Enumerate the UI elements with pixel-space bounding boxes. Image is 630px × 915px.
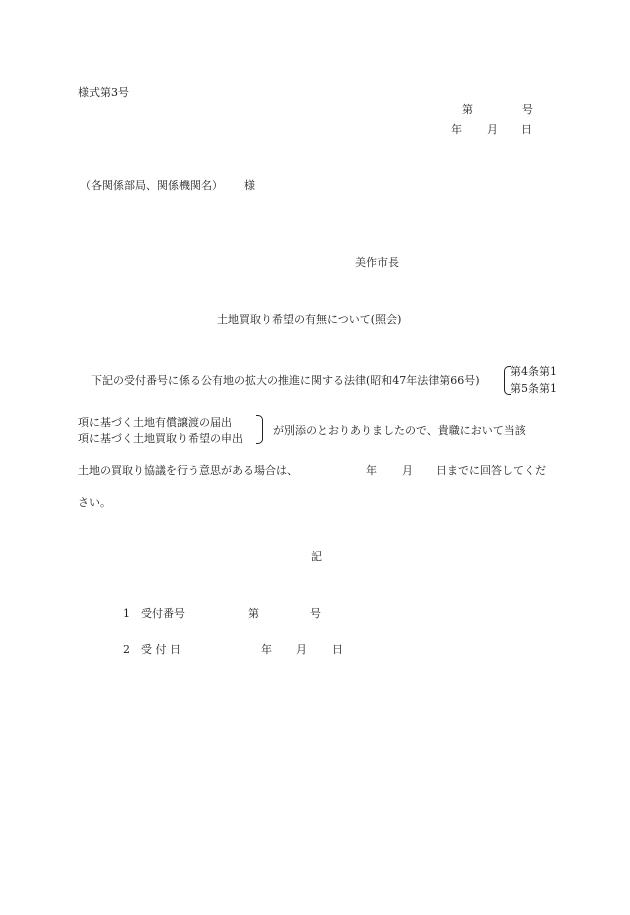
ki-heading: 記	[311, 550, 322, 563]
body-line-4: さい。	[78, 496, 111, 509]
clause-option-2: 項に基づく土地買取り希望の申出	[78, 432, 243, 445]
item-label: 受 付 日	[141, 643, 181, 656]
item-number: 1	[123, 607, 130, 620]
body-line-3-end: 日までに回答してくだ	[436, 464, 546, 477]
item-part-1: 年	[261, 643, 272, 656]
document-title: 土地買取り希望の有無について(照会)	[217, 313, 402, 326]
body-line-3-year: 年	[366, 464, 377, 477]
doc-number-prefix: 第	[462, 103, 473, 116]
form-number: 様式第3号	[78, 86, 129, 99]
item-part-2: 月	[296, 643, 307, 656]
body-line-2-rest: が別添のとおりありましたので、貴職において当該	[273, 424, 526, 437]
doc-number-suffix: 号	[522, 103, 533, 116]
item-part-2: 号	[310, 607, 321, 620]
body-line-3-start: 土地の買取り協議を行う意思がある場合は、	[78, 464, 298, 477]
item-part-1: 第	[248, 607, 259, 620]
item-part-3: 日	[332, 643, 343, 656]
honorific: 様	[244, 179, 255, 192]
article-option-2: 第5条第1	[510, 382, 557, 395]
date-day: 日	[521, 123, 532, 136]
item-number: 2	[123, 643, 130, 656]
date-year: 年	[451, 123, 462, 136]
article-option-1: 第4条第1	[510, 365, 557, 378]
date-month: 月	[487, 123, 498, 136]
clause-brace	[256, 415, 263, 444]
clause-option-1: 項に基づく土地有償譲渡の届出	[78, 416, 232, 429]
body-line-3-month: 月	[402, 464, 413, 477]
item-label: 受付番号	[141, 607, 185, 620]
addressee: （各関係部局、関係機関名）	[80, 179, 223, 192]
body-line-1: 下記の受付番号に係る公有地の拡大の推進に関する法律(昭和47年法律第66号)	[91, 374, 480, 387]
sender: 美作市長	[355, 256, 399, 269]
